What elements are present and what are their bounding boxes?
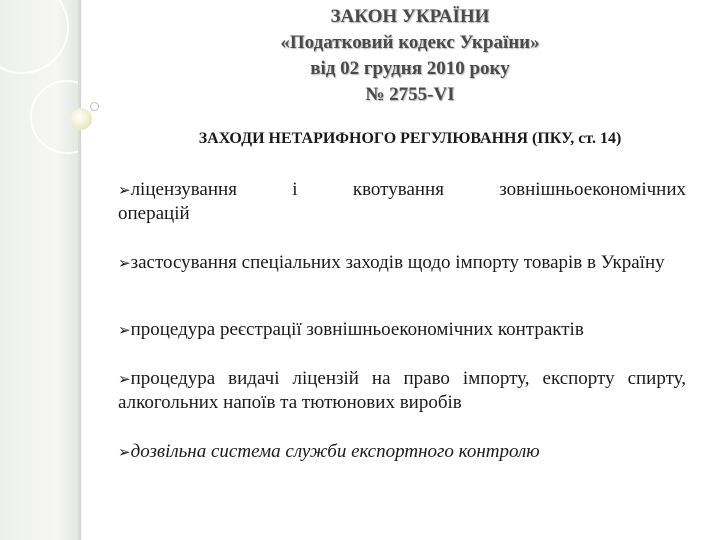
law-title-block — [200, 4, 620, 108]
list-item-text: дозвільна система служби експортного контролю — [130, 441, 540, 462]
sidebar-divider — [78, 0, 80, 540]
decorative-ring — [0, 0, 69, 74]
decorative-dot — [90, 102, 99, 111]
section-heading: ЗАХОДИ НЕТАРИФНОГО РЕГУЛЮВАННЯ (ПКУ, ст. 14) — [198, 130, 622, 147]
law-title: ЗАКОН УКРАЇНИ — [330, 6, 490, 27]
law-name: «Податковий кодекс України» — [280, 32, 540, 53]
list-item — [118, 367, 686, 415]
arrowhead-bullet-icon: ➢ — [118, 321, 131, 339]
list-item — [118, 178, 686, 226]
arrowhead-bullet-icon: ➢ — [118, 254, 131, 272]
list-item-text: ліцензування і квотування зовнішньоекономічних — [130, 179, 686, 200]
list-item-text-continued: операцій — [118, 203, 190, 224]
list-item — [118, 251, 686, 275]
list-item-text: процедура видачі ліцензій на право імпорту, експорту спирту, алкогольних напоїв та тютюнових виробів — [118, 368, 686, 413]
law-date: від 02 грудня 2010 року — [310, 58, 510, 79]
list-item — [118, 440, 686, 464]
list-item-text: застосування спеціальних заходів щодо імпорту товарів в Україну — [130, 252, 665, 273]
list-item — [118, 318, 686, 342]
list-item-text: процедура реєстрації зовнішньоекономічних контрактів — [130, 319, 584, 340]
law-number: № 2755-VI — [365, 84, 455, 105]
decorative-sidebar — [0, 0, 81, 540]
decorative-circle — [70, 108, 92, 130]
arrowhead-bullet-icon: ➢ — [118, 370, 131, 388]
arrowhead-bullet-icon: ➢ — [118, 181, 131, 199]
list-item-line — [118, 178, 686, 202]
arrowhead-bullet-icon: ➢ — [118, 443, 131, 461]
